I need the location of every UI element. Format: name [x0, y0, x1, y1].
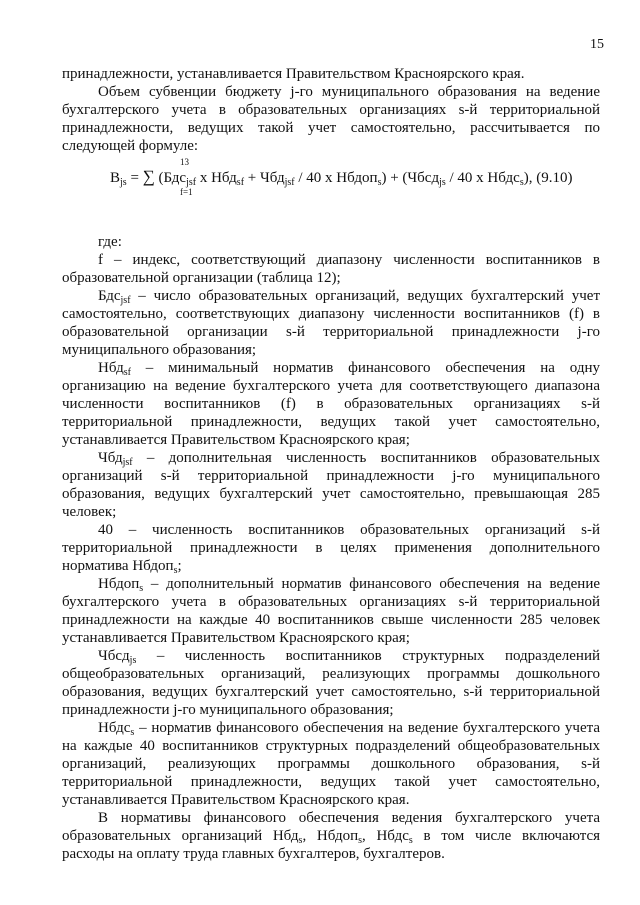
definition-nbdop: Нбдоп$_s$ – дополнительный норматив финансового обеспечения на ведение бухгалтерского учета в образовательных организациях s-й территориальной принадлежности на каждые 40 воспитанников свыше численности 285 человек устанавливается Правительством Красноярского края;	[62, 576, 600, 646]
definition-bds: Бдс$_{jsf}$ – число образовательных организаций, ведущих бухгалтерский учет самостоятельно, соответствующих диапазону численности воспитанников (f) в образовательной организации s-й территориальной принадлежности j-го муниципального образования;	[62, 288, 600, 358]
definition-forty: 40 – численность воспитанников образовательных организаций s-й территориальной принадлежности в целях применения дополнительного норматива Нбдоп$_s$;	[62, 522, 600, 576]
definition-chbd: Чбд$_{jsf}$ – дополнительная численность воспитанников образовательных организаций s-й территориальной принадлежности j-го муниципального образования, ведущих бухгалтерский учет самостоятельно, превышающая 285 человек;	[62, 450, 600, 520]
sigma-icon: ∑	[142, 167, 155, 186]
formula-expression: $В_{js}$ = ∑ (Бдс$_{jsf}$ x Нбд$_{sf}$ + Чбд$_{jsf}$ / 40 x Нбдоп$_s$) + (Чбсд$_{js}$ / 40 x Нбдс$_s$), (9.10)	[110, 167, 573, 188]
where-label: где:	[98, 234, 122, 250]
document-body	[62, 65, 600, 863]
definition-nbds: Нбдс$_s$ – норматив финансового обеспечения на ведение бухгалтерского учета на каждые 40 воспитанников структурных подразделений общеобразовательных организаций, реализующих программы дошкольного образования, s-й территориальной принадлежности, ведущих такой учет самостоятельно, устанавливается Правительством Красноярского края.	[62, 720, 600, 808]
formula-9-10	[62, 157, 600, 233]
paragraph-final: В нормативы финансового обеспечения ведения бухгалтерского учета образовательных организаций Нбд$_s$, Нбдоп$_s$, Нбдс$_s$ в том числе включаются расходы на оплату труда главных бухгалтеров, бухгалтеров.	[62, 810, 600, 862]
definition-f: f – индекс, соответствующий диапазону численности воспитанников в образовательной организации (таблица 12);	[62, 252, 600, 286]
sum-lower-limit: f=1	[180, 187, 193, 197]
page-number: 15	[590, 37, 604, 52]
definition-chbsd: Чбсд$_{js}$ – численность воспитанников структурных подразделений общеобразовательных организаций, реализующих программы дошкольного образования, ведущих бухгалтерский учет самостоятельно, s-й территориальной принадлежности j-го муниципального образования;	[62, 648, 600, 718]
paragraph-subvention-intro: Объем субвенции бюджету j-го муниципального образования на ведение бухгалтерского учета в образовательных организациях s-й территориальной принадлежности, ведущих такой учет самостоятельно, рассчитывается по следующей формуле:	[62, 84, 600, 154]
sum-upper-limit: 13	[180, 157, 189, 167]
definition-nbd: Нбд$_{sf}$ – минимальный норматив финансового обеспечения на одну организацию на ведение бухгалтерского учета для соответствующего диапазона численности воспитанников (f) в образовательных организациях s-й территориальной принадлежности, ведущих такой учет самостоятельно, устанавливается Правительством Красноярского края;	[62, 360, 600, 448]
paragraph-continuation: принадлежности, устанавливается Правительством Красноярского края.	[62, 66, 525, 82]
